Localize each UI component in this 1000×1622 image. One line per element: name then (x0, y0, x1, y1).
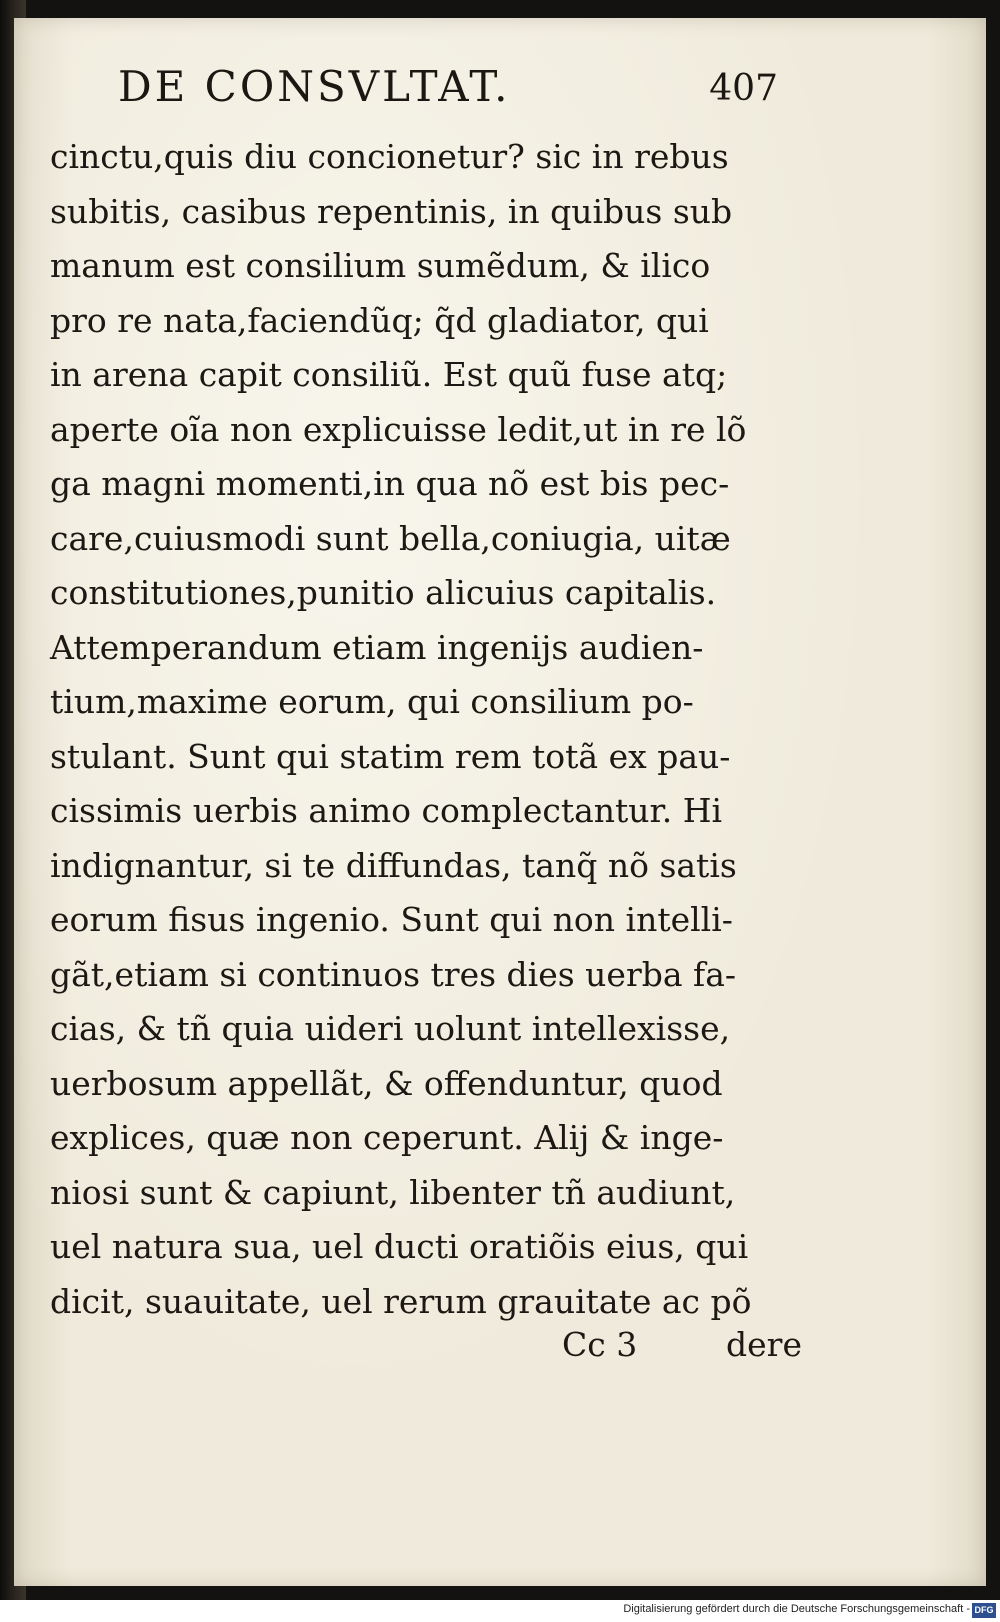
text-line: aperte oĩa non explicuisse ledit,ut in re lõ (50, 409, 747, 449)
text-line: tium,maxime eorum, qui consilium po- (50, 682, 694, 721)
text-line: care,cuiusmodi sunt bella,coniugia, uitæ (50, 518, 731, 558)
text-line: eorum fisus ingenio. Sunt qui non intelli- (50, 900, 733, 939)
text-line: gãt,etiam si continuos tres dies uerba fa- (50, 954, 737, 994)
text-line: stulant. Sunt qui statim rem totã ex pau- (50, 736, 731, 776)
text-line: in arena capit consiliũ. Est quũ fuse atq; (50, 355, 728, 394)
text-line: uerbosum appellãt, & offenduntur, quod (50, 1063, 723, 1103)
text-line: uel natura sua, uel ducti oratiõis eius, qui (50, 1227, 749, 1266)
body-text-block (50, 130, 795, 1329)
text-line: pro re nata,faciendũq; q̃d gladiator, qui (50, 300, 709, 340)
signature-mark: Cc 3 (562, 1325, 638, 1364)
digitization-footer (0, 1600, 1000, 1622)
text-line: cias, & tñ quia uideri uolunt intellexisse, (50, 1009, 731, 1048)
page-number: 407 (709, 68, 778, 109)
text-line: indignantur, si te diffundas, tanq̃ nõ satis (50, 845, 737, 885)
text-line: cissimis uerbis animo complectantur. Hi (50, 791, 723, 830)
dfg-logo-icon: DFG (972, 1603, 996, 1618)
text-line: explices, quæ non ceperunt. Alij & inge- (50, 1118, 724, 1157)
text-line: niosi sunt & capiunt, libenter tñ audiunt, (50, 1172, 736, 1212)
text-line: manum est consilium sumẽdum, & ilico (50, 246, 711, 285)
text-line: ga magni momenti,in qua nõ est bis pec- (50, 464, 730, 503)
text-line: Attemperandum etiam ingenijs audien- (50, 627, 704, 667)
text-line: cinctu,quis diu concionetur? sic in rebus (50, 137, 729, 176)
text-line: constitutiones,punitio alicuius capitalis. (50, 573, 717, 612)
catchword: dere (726, 1325, 802, 1364)
page-header (118, 62, 778, 132)
running-title: DE CONSVLTAT. (118, 62, 511, 111)
digitization-notice: Digitalisierung gefördert durch die Deutsche Forschungsgemeinschaft - (623, 1603, 970, 1615)
signature-catchword-line (562, 1325, 802, 1375)
text-line: dicit, suauitate, uel rerum grauitate ac põ (50, 1281, 752, 1321)
text-line: subitis, casibus repentinis, in quibus sub (50, 191, 733, 231)
